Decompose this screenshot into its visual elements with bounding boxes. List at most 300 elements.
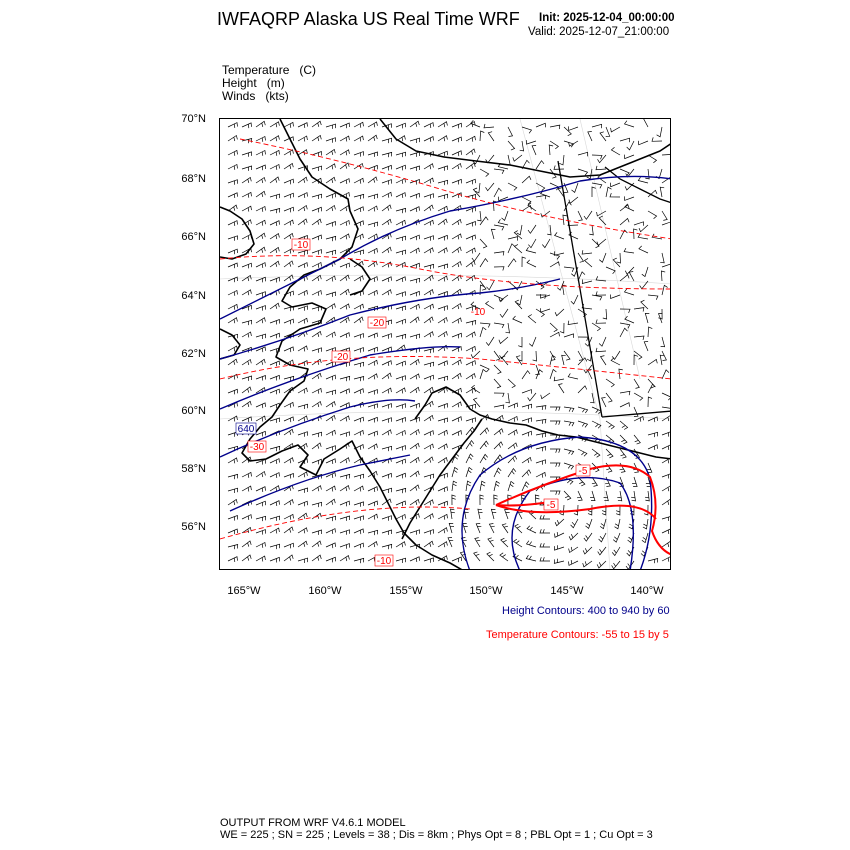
wind-barb [256, 178, 265, 184]
wind-barb [501, 538, 508, 547]
wind-barb [326, 529, 336, 534]
plot-title: IWFAQRP Alaska US Real Time WRF [217, 9, 520, 29]
wind-barb [662, 154, 671, 158]
temp-label-8 [471, 307, 486, 318]
temp-label-text: -10 [376, 556, 392, 567]
temp-label-1 [292, 239, 310, 251]
wind-barb [578, 169, 588, 175]
wind-barb [354, 362, 364, 367]
wind-barb [284, 193, 294, 198]
wind-barb [242, 234, 252, 239]
wind-barb [242, 320, 252, 325]
wind-barb [340, 221, 350, 226]
wind-barb [451, 509, 455, 519]
wind-barb [382, 192, 392, 197]
wind-barb [660, 253, 664, 263]
wind-barb [438, 166, 448, 171]
wind-barb [620, 435, 627, 444]
wind-barb [592, 449, 600, 457]
wind-barb [648, 559, 658, 564]
wind-barb [549, 145, 553, 155]
wind-barb [228, 318, 237, 324]
wind-barb [560, 323, 564, 333]
wind-barb [620, 421, 628, 430]
wind-barb [466, 388, 475, 394]
wind-barb [611, 147, 620, 155]
wind-barb [270, 528, 279, 533]
wind-barb [312, 152, 322, 157]
wind-barb [438, 542, 447, 548]
wind-barb [256, 403, 266, 408]
wind-barb [584, 365, 592, 373]
wind-barb [382, 290, 391, 296]
wind-barb [326, 499, 335, 505]
wind-barb [452, 360, 461, 365]
wind-barb [410, 485, 419, 491]
wind-barb [611, 127, 620, 132]
wind-barb [606, 421, 614, 429]
wind-barb [662, 556, 671, 561]
wind-barb [514, 539, 522, 547]
wind-barb [396, 515, 406, 520]
wind-barb [528, 239, 536, 248]
wind-barb [312, 194, 322, 199]
wind-barb [491, 229, 495, 239]
field-name: Height [222, 76, 257, 90]
wind-barb [242, 555, 251, 561]
wind-barb [424, 514, 433, 520]
wind-barb [326, 292, 336, 297]
wind-barb [396, 179, 406, 184]
wind-barb [508, 403, 518, 408]
wind-barb [639, 141, 649, 145]
wind-barb [242, 152, 252, 157]
wind-barb [572, 183, 579, 192]
wind-barb [312, 432, 322, 437]
wind-barb [228, 165, 238, 170]
wind-barb [242, 192, 252, 197]
wind-barb [354, 474, 364, 479]
wind-barb [410, 248, 419, 253]
wind-barb [228, 263, 238, 268]
field-temperature [222, 63, 316, 77]
wind-barb [368, 152, 378, 157]
lat-label-62: 62°N [181, 348, 206, 360]
wind-barb [601, 356, 607, 365]
field-name: Winds [222, 89, 256, 103]
wind-barb [284, 233, 293, 239]
wind-barb [564, 491, 571, 500]
wind-barb [477, 211, 481, 221]
wind-barb [368, 390, 378, 395]
wind-barb [555, 519, 564, 526]
wind-barb [382, 446, 392, 451]
temp-label-6 [576, 465, 590, 477]
wind-barb [438, 206, 448, 211]
wind-barb [424, 444, 433, 449]
wind-barb [270, 150, 280, 155]
wind-barb [480, 370, 486, 380]
wind-barb [515, 300, 522, 309]
temperature-contour-solid [496, 465, 671, 555]
wind-barb [613, 533, 620, 542]
wind-barb [526, 555, 536, 561]
wind-barb [498, 219, 508, 225]
wind-barb [625, 204, 634, 211]
wind-barb [298, 136, 307, 142]
wind-barb [449, 523, 454, 533]
wind-barb [242, 166, 252, 171]
wind-barb [541, 308, 551, 312]
wind-barb [284, 179, 294, 184]
wind-barb [494, 393, 504, 397]
wind-barb [528, 203, 536, 211]
wind-barb [242, 263, 252, 268]
wind-barb [438, 514, 448, 519]
wind-barb [452, 164, 461, 170]
wind-barb [487, 281, 495, 290]
wind-barb [228, 529, 238, 534]
wind-barb [242, 206, 252, 211]
wind-barb [340, 544, 350, 549]
wind-barb [620, 309, 630, 313]
wind-barb [550, 332, 560, 337]
lat-label-60: 60°N [181, 405, 206, 417]
wind-barb [284, 500, 293, 506]
wind-barb [569, 197, 578, 203]
wind-barb [396, 123, 406, 128]
wind-barb [645, 491, 649, 501]
wind-barb [382, 373, 391, 379]
wind-barb [354, 348, 364, 353]
wind-barb [382, 334, 392, 339]
wind-barb [508, 183, 517, 190]
wind-barb [522, 404, 532, 409]
wind-barb [522, 470, 531, 477]
wind-barb [270, 459, 280, 464]
wind-barb [368, 347, 378, 352]
wind-barb [639, 225, 648, 232]
wind-barb [340, 333, 350, 338]
wind-barb [610, 193, 620, 197]
wind-barb [578, 407, 588, 413]
wind-barb [270, 557, 280, 562]
wind-barb [312, 443, 321, 449]
wind-barb [340, 501, 350, 506]
wind-barb [312, 502, 322, 507]
wind-barb [592, 124, 602, 128]
wind-barb [354, 486, 363, 491]
wind-barb [284, 514, 294, 519]
wind-barb [559, 384, 565, 393]
wind-barb [494, 351, 500, 360]
wind-barb [396, 558, 406, 563]
wind-barb [527, 526, 536, 533]
wind-barb [326, 430, 336, 435]
wind-barb [256, 137, 266, 142]
wind-barb [410, 403, 420, 408]
wind-barb [298, 263, 308, 268]
wind-barb [502, 524, 508, 533]
wind-barb [536, 472, 546, 477]
wind-barb [536, 161, 544, 169]
wind-barb [480, 441, 488, 449]
wind-barbs [228, 119, 671, 569]
wind-barb [326, 138, 336, 143]
wind-barb [475, 538, 480, 547]
wind-barb [340, 530, 350, 535]
wind-barb [354, 207, 364, 212]
wind-barb [228, 499, 237, 505]
wind-barb [494, 225, 504, 230]
wind-barb [354, 317, 363, 323]
wind-barb [494, 379, 501, 388]
wind-barb [312, 135, 321, 141]
wind-barb [568, 321, 578, 325]
wind-barb [605, 477, 610, 487]
wind-barb [452, 431, 462, 436]
wind-barb [326, 459, 336, 464]
lat-label-64: 64°N [181, 290, 206, 302]
wind-barb [592, 187, 596, 197]
wind-barb [452, 467, 458, 477]
wind-barb [242, 515, 252, 520]
wind-barb [466, 321, 476, 326]
wind-barb [228, 389, 238, 394]
lat-label-68: 68°N [181, 173, 206, 185]
wind-barb [662, 432, 671, 437]
wind-barb [298, 318, 308, 323]
temp-label-2 [368, 317, 386, 329]
wind-barb [569, 533, 578, 540]
wind-barb [270, 389, 280, 394]
wind-barb [410, 235, 420, 240]
wind-barb [382, 530, 392, 535]
wind-barb [228, 277, 238, 282]
wind-barb [611, 183, 621, 187]
wind-barb [599, 337, 606, 346]
wind-barb [587, 169, 592, 179]
wind-barb [298, 472, 307, 477]
wind-barb [452, 262, 461, 268]
wind-barb [256, 431, 266, 436]
wind-barb [625, 155, 635, 159]
wind-barb [480, 481, 485, 491]
wind-barb [326, 236, 336, 241]
wind-barb [256, 472, 265, 478]
wind-barb [578, 386, 587, 393]
wind-barb [584, 533, 592, 541]
wind-barb [354, 529, 364, 534]
temp-label-text: -20 [369, 318, 385, 329]
wind-barb [298, 290, 308, 295]
wind-barb [298, 388, 307, 393]
wind-barb [620, 328, 628, 337]
wind-barb [562, 355, 566, 365]
wind-barb [228, 236, 238, 241]
wind-barb [452, 234, 461, 239]
wind-barb [555, 232, 564, 239]
wind-barb [382, 138, 392, 143]
wind-barb [396, 292, 406, 297]
wind-barb [578, 272, 585, 281]
wind-barb [480, 323, 490, 328]
wind-barb [284, 527, 293, 533]
wind-barb [326, 486, 335, 491]
temp-label-text: -10 [293, 240, 309, 251]
wind-barb [270, 446, 280, 451]
wind-barb [522, 257, 526, 267]
wind-barb [270, 194, 280, 199]
wind-barb [228, 304, 238, 309]
wind-barb [508, 443, 517, 449]
wind-barb [242, 177, 251, 183]
wind-barb [382, 152, 392, 157]
wind-barb [270, 361, 280, 366]
wind-barb [368, 194, 378, 199]
wind-barb [541, 393, 550, 399]
wind-barb [424, 304, 434, 309]
wind-barb [522, 371, 530, 379]
wind-barb [596, 291, 606, 295]
wind-barb [228, 150, 238, 155]
wind-barb [522, 176, 531, 183]
wind-barb [396, 388, 405, 394]
wind-barb [648, 397, 652, 407]
wind-barb [599, 533, 606, 542]
wind-barb [620, 275, 629, 281]
wind-barb [368, 374, 377, 380]
height-contour-note: Height Contours: 400 to 940 by 60 [502, 605, 670, 617]
wind-barb [228, 557, 238, 562]
model-config: WE = 225 ; SN = 225 ; Levels = 38 ; Dis = 8km ; Phys Opt = 8 ; PBL Opt = 1 ; Cu Opt = 3 [220, 829, 653, 841]
wind-barb [515, 244, 523, 253]
wind-barb [368, 222, 378, 227]
wind-barb [284, 261, 293, 267]
wind-barb [550, 463, 560, 467]
wind-barb [424, 349, 434, 354]
wind-barb [228, 291, 238, 296]
wind-barb [438, 180, 448, 185]
wind-barb [502, 356, 509, 365]
wind-barb [522, 390, 532, 394]
wind-barb [410, 374, 419, 379]
wind-barb [424, 457, 433, 463]
wind-barb [596, 348, 606, 352]
wind-barb [438, 444, 447, 450]
wind-barb [555, 545, 565, 550]
wind-barb [326, 193, 336, 198]
wind-barb [540, 543, 550, 547]
wind-barb [312, 388, 322, 393]
map-panel [219, 118, 671, 570]
wind-barb [540, 529, 550, 533]
wind-barb [382, 516, 392, 521]
wind-barb [466, 418, 476, 423]
wind-barb [480, 281, 486, 290]
wind-barb [527, 260, 536, 267]
wind-barb [228, 123, 238, 128]
wind-barb [643, 119, 648, 127]
wind-barb [340, 136, 349, 141]
wind-barb [600, 132, 606, 141]
wind-barb [480, 327, 486, 337]
wind-barb [270, 165, 280, 170]
wind-barb [473, 155, 480, 164]
wind-barb [438, 248, 447, 253]
init-time: Init: 2025-12-04_00:00:00 [539, 12, 675, 24]
wind-barb [340, 234, 349, 239]
wind-barb [522, 431, 532, 436]
wind-barb [466, 374, 475, 380]
wind-barb [396, 488, 406, 493]
wind-barb [298, 501, 308, 506]
wind-barb [502, 211, 509, 220]
wind-barb [312, 459, 322, 464]
wind-barb [424, 530, 434, 535]
wind-barb [515, 524, 522, 533]
wind-barb [480, 428, 489, 435]
wind-barb [578, 449, 587, 456]
wind-barb [396, 459, 406, 464]
wind-barb [599, 253, 606, 262]
wind-barb [340, 474, 350, 479]
wind-barb [550, 323, 557, 332]
wind-barb [438, 276, 447, 281]
wind-barb [564, 267, 574, 272]
wind-barb [340, 416, 349, 422]
wind-barb [554, 559, 564, 564]
wind-barb [284, 347, 294, 352]
wind-barb [592, 421, 601, 428]
wind-barb [284, 458, 293, 464]
wind-barb [589, 225, 593, 235]
wind-barb [326, 402, 335, 408]
wind-barb [662, 285, 668, 295]
wind-barb [424, 362, 434, 367]
wind-barb [242, 123, 252, 128]
wind-barb [540, 515, 550, 519]
wind-barb [564, 421, 574, 426]
wind-barb [480, 454, 488, 463]
wind-barb [466, 361, 476, 366]
wind-barb [489, 524, 494, 534]
wind-barb [228, 359, 237, 365]
wind-barb [661, 337, 665, 347]
wind-barb [452, 151, 462, 156]
wind-barb [326, 276, 335, 282]
wind-barb [326, 390, 336, 395]
wind-barb [424, 415, 433, 421]
temp-label-text: -10 [470, 307, 486, 318]
wind-barb [438, 306, 448, 311]
wind-barb [340, 376, 350, 381]
wind-barb [506, 155, 510, 165]
wind-barb [648, 155, 657, 163]
wind-barb [624, 248, 634, 253]
wind-barb [569, 560, 579, 565]
wind-barb [438, 332, 447, 338]
wind-barb [242, 360, 251, 366]
wind-barb [578, 211, 582, 221]
wind-barb [528, 315, 536, 324]
wind-barb [491, 509, 496, 519]
wind-barb [555, 309, 564, 316]
wind-barb [662, 393, 671, 400]
wind-barb [228, 416, 237, 421]
wind-barb [520, 141, 524, 151]
wind-barb [466, 332, 475, 338]
